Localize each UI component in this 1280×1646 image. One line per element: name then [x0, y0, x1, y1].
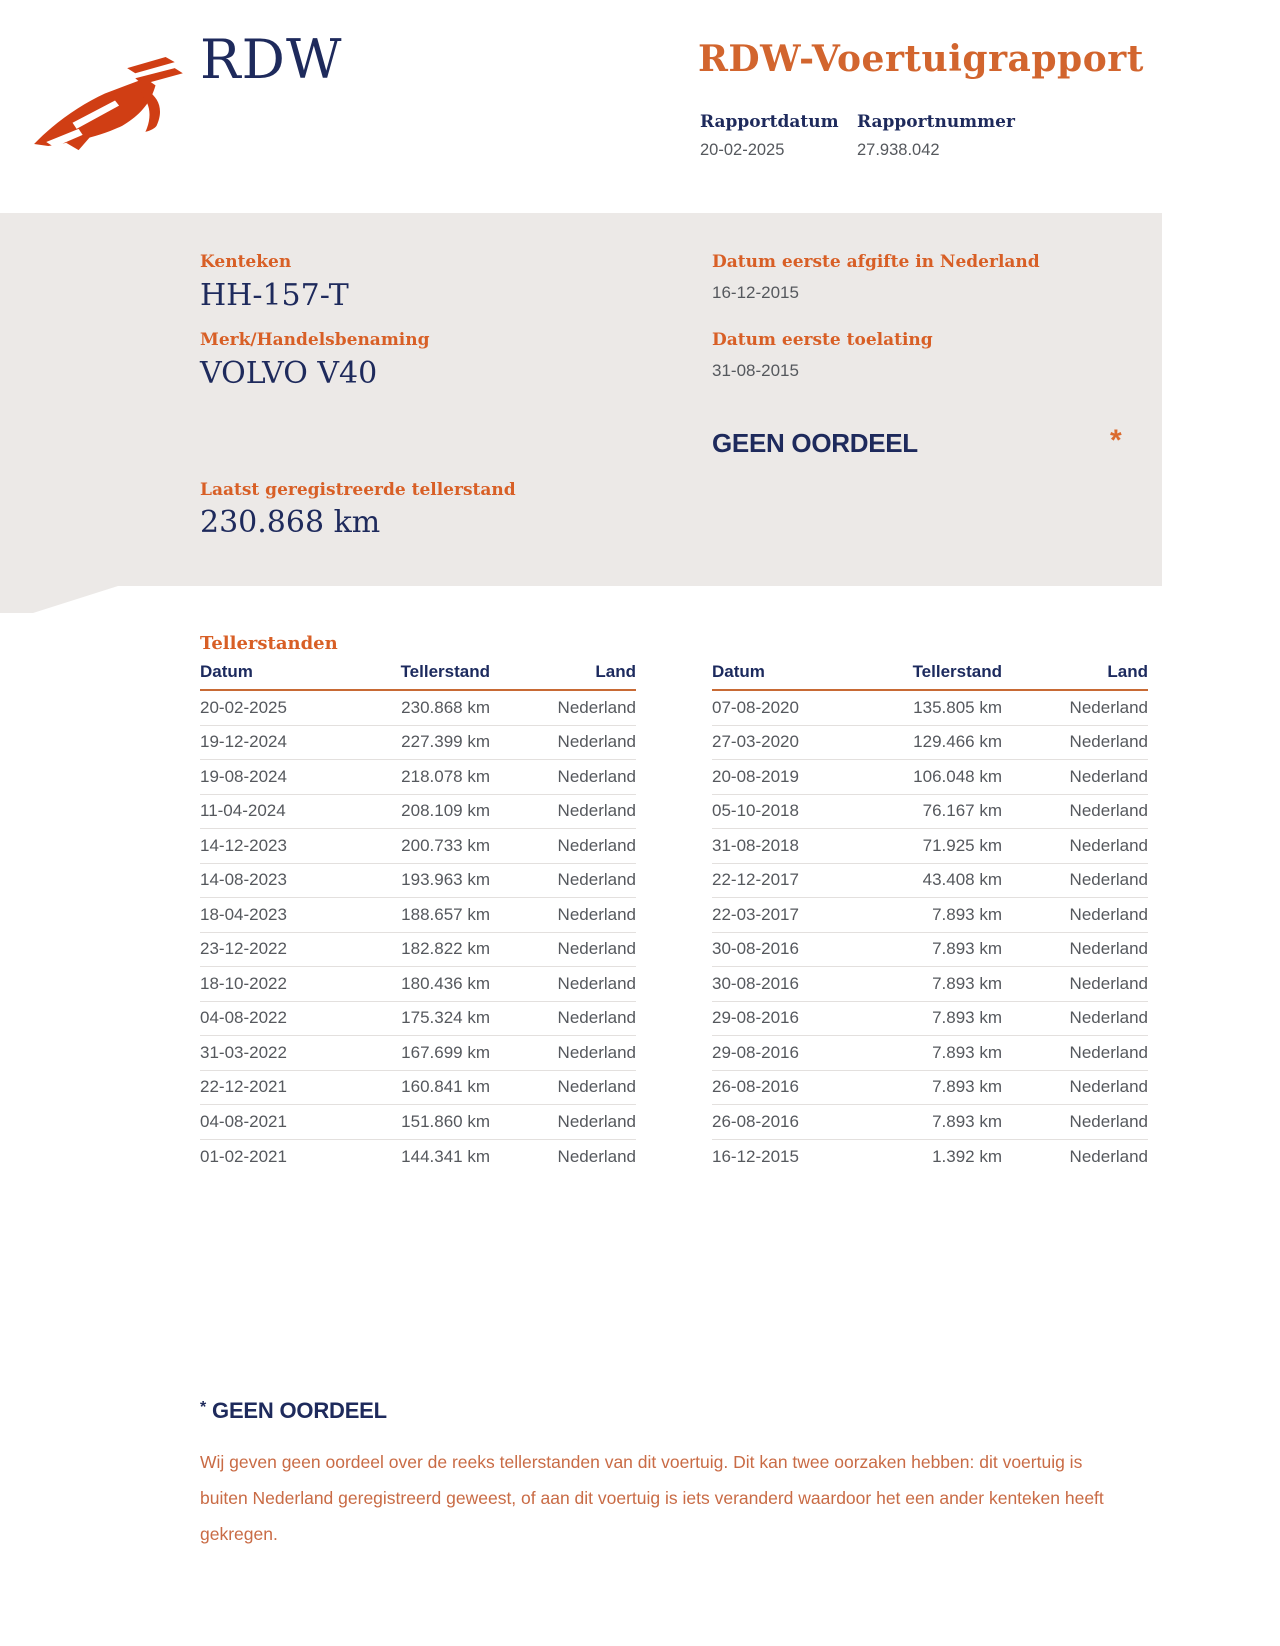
tellerstand-label: Laatst geregistreerde tellerstand	[200, 480, 516, 500]
meter-table-right	[712, 662, 1148, 1174]
cell-datum: 29-08-2016	[712, 1008, 799, 1028]
cell-datum: 30-08-2016	[712, 939, 799, 959]
cell-tellerstand: 180.436 km	[401, 973, 490, 993]
cell-land: Nederland	[557, 1042, 636, 1062]
tellerstanden-section-title: Tellerstanden	[200, 633, 338, 654]
cell-land: Nederland	[557, 1008, 636, 1028]
cell-land: Nederland	[1069, 801, 1148, 821]
cell-land: Nederland	[557, 801, 636, 821]
meter-table-left	[200, 662, 636, 1174]
cell-tellerstand: 71.925 km	[922, 835, 1002, 855]
cell-tellerstand: 1.392 km	[932, 1146, 1002, 1166]
cell-land: Nederland	[557, 904, 636, 924]
cell-land: Nederland	[557, 939, 636, 959]
footnote-title	[200, 1398, 387, 1424]
report-number-label: Rapportnummer	[857, 112, 1015, 132]
cell-land: Nederland	[1069, 870, 1148, 890]
cell-datum: 31-03-2022	[200, 1042, 287, 1062]
cell-tellerstand: 7.893 km	[932, 1008, 1002, 1028]
footnote-paragraph: Wij geven geen oordeel over de reeks tellerstanden van dit voertuig. Dit kan twee oorzaken hebben: dit voertuig is buiten Nederland geregistreerd geweest, of aan dit voertuig is iets veranderd waardoor het een ander kenteken heeft gekregen.	[200, 1452, 1104, 1544]
cell-datum: 19-08-2024	[200, 766, 287, 786]
cell-datum: 18-10-2022	[200, 973, 287, 993]
toelating-label: Datum eerste toelating	[712, 330, 933, 350]
cell-land: Nederland	[557, 835, 636, 855]
tellerstand-value: 230.868 km	[200, 505, 381, 540]
table-row	[200, 726, 636, 761]
column-header-land: Land	[595, 662, 636, 681]
cell-datum: 23-12-2022	[200, 939, 287, 959]
cell-datum: 26-08-2016	[712, 1077, 799, 1097]
kenteken-label: Kenteken	[200, 252, 292, 272]
cell-tellerstand: 106.048 km	[913, 766, 1002, 786]
cell-datum: 04-08-2021	[200, 1111, 287, 1131]
cell-datum: 31-08-2018	[712, 835, 799, 855]
table-row	[712, 760, 1148, 795]
table-row	[200, 1071, 636, 1106]
cell-land: Nederland	[1069, 732, 1148, 752]
cell-tellerstand: 227.399 km	[401, 732, 490, 752]
cell-datum: 20-02-2025	[200, 697, 287, 717]
cell-land: Nederland	[1069, 939, 1148, 959]
report-date-label: Rapportdatum	[700, 112, 839, 132]
cell-datum: 22-03-2017	[712, 904, 799, 924]
footnote-title-text: GEEN OORDEEL	[212, 1398, 387, 1423]
footnote-asterisk: *	[200, 1399, 207, 1416]
cell-tellerstand: 182.822 km	[401, 939, 490, 959]
report-date-block	[700, 112, 839, 160]
cell-land: Nederland	[557, 1077, 636, 1097]
rdw-logotype: RDW	[200, 28, 343, 91]
cell-land: Nederland	[557, 1146, 636, 1166]
cell-land: Nederland	[1069, 766, 1148, 786]
report-date-value: 20-02-2025	[700, 141, 785, 159]
report-number-block	[857, 112, 1015, 160]
table-row	[200, 898, 636, 933]
cell-datum: 20-08-2019	[712, 766, 799, 786]
cell-datum: 04-08-2022	[200, 1008, 287, 1028]
table-header-row	[200, 662, 636, 691]
table-row	[712, 829, 1148, 864]
cell-datum: 11-04-2024	[200, 801, 286, 821]
table-row	[712, 1105, 1148, 1140]
cell-datum: 30-08-2016	[712, 973, 799, 993]
table-row	[712, 1036, 1148, 1071]
cell-datum: 19-12-2024	[200, 732, 287, 752]
cell-datum: 27-03-2020	[712, 732, 799, 752]
cell-tellerstand: 43.408 km	[922, 870, 1002, 890]
cell-tellerstand: 193.963 km	[401, 870, 490, 890]
table-row	[200, 933, 636, 968]
column-header-land: Land	[1107, 662, 1148, 681]
cell-land: Nederland	[1069, 1008, 1148, 1028]
cell-datum: 14-08-2023	[200, 870, 287, 890]
cell-land: Nederland	[1069, 1111, 1148, 1131]
table-row	[200, 760, 636, 795]
table-row	[712, 898, 1148, 933]
cell-datum: 29-08-2016	[712, 1042, 799, 1062]
table-row	[200, 967, 636, 1002]
cell-datum: 01-02-2021	[200, 1146, 287, 1166]
report-number-value: 27.938.042	[857, 141, 940, 159]
afgifte-label: Datum eerste afgifte in Nederland	[712, 252, 1040, 272]
cell-land: Nederland	[1069, 904, 1148, 924]
table-row	[712, 1002, 1148, 1037]
cell-land: Nederland	[557, 697, 636, 717]
afgifte-value: 16-12-2015	[712, 283, 799, 302]
table-row	[712, 726, 1148, 761]
table-row	[200, 1036, 636, 1071]
merk-label: Merk/Handelsbenaming	[200, 330, 430, 350]
cell-tellerstand: 7.893 km	[932, 1111, 1002, 1131]
column-header-tellerstand: Tellerstand	[400, 662, 490, 681]
vehicle-summary-panel-tail	[0, 586, 118, 613]
cell-tellerstand: 144.341 km	[401, 1146, 490, 1166]
table-header-row	[712, 662, 1148, 691]
cell-tellerstand: 175.324 km	[401, 1008, 490, 1028]
table-row	[200, 795, 636, 830]
cell-tellerstand: 7.893 km	[932, 939, 1002, 959]
cell-land: Nederland	[557, 732, 636, 752]
column-header-datum: Datum	[712, 662, 765, 681]
cell-land: Nederland	[1069, 973, 1148, 993]
table-row	[712, 1140, 1148, 1175]
table-row	[200, 864, 636, 899]
table-row	[200, 1140, 636, 1175]
cell-tellerstand: 208.109 km	[401, 801, 490, 821]
table-row	[712, 864, 1148, 899]
cell-land: Nederland	[1069, 1042, 1148, 1062]
cell-tellerstand: 76.167 km	[922, 801, 1002, 821]
verdict-text: GEEN OORDEEL	[712, 428, 918, 458]
cell-tellerstand: 7.893 km	[932, 1077, 1002, 1097]
cell-datum: 22-12-2017	[712, 870, 799, 890]
verdict-asterisk: *	[1110, 424, 1122, 457]
table-row	[200, 1105, 636, 1140]
cell-land: Nederland	[1069, 1146, 1148, 1166]
cell-tellerstand: 135.805 km	[913, 697, 1002, 717]
table-row	[712, 933, 1148, 968]
cell-datum: 14-12-2023	[200, 835, 287, 855]
cell-land: Nederland	[1069, 1077, 1148, 1097]
cell-tellerstand: 7.893 km	[932, 1042, 1002, 1062]
cell-datum: 26-08-2016	[712, 1111, 799, 1131]
cell-tellerstand: 218.078 km	[401, 766, 490, 786]
page-title: RDW-Voertuigrapport	[698, 38, 1144, 80]
table-row	[200, 1002, 636, 1037]
cell-datum: 05-10-2018	[712, 801, 799, 821]
tellerstanden-tables	[200, 662, 1148, 1174]
table-row	[200, 829, 636, 864]
rdw-logo-icon	[26, 44, 198, 152]
cell-tellerstand: 7.893 km	[932, 973, 1002, 993]
column-header-tellerstand: Tellerstand	[912, 662, 1002, 681]
cell-datum: 07-08-2020	[712, 697, 799, 717]
cell-tellerstand: 151.860 km	[401, 1111, 490, 1131]
column-header-datum: Datum	[200, 662, 253, 681]
cell-land: Nederland	[557, 1111, 636, 1131]
cell-land: Nederland	[557, 870, 636, 890]
cell-land: Nederland	[557, 973, 636, 993]
kenteken-value: HH-157-T	[200, 278, 349, 313]
cell-tellerstand: 7.893 km	[932, 904, 1002, 924]
cell-datum: 22-12-2021	[200, 1077, 287, 1097]
cell-datum: 18-04-2023	[200, 904, 287, 924]
table-row	[712, 1071, 1148, 1106]
cell-land: Nederland	[1069, 835, 1148, 855]
cell-tellerstand: 200.733 km	[401, 835, 490, 855]
cell-tellerstand: 129.466 km	[913, 732, 1002, 752]
table-row	[200, 691, 636, 726]
toelating-value: 31-08-2015	[712, 361, 799, 380]
merk-value: VOLVO V40	[200, 356, 378, 391]
cell-tellerstand: 230.868 km	[401, 697, 490, 717]
cell-land: Nederland	[557, 766, 636, 786]
cell-tellerstand: 160.841 km	[401, 1077, 490, 1097]
cell-land: Nederland	[1069, 697, 1148, 717]
report-meta	[700, 112, 1015, 160]
table-row	[712, 795, 1148, 830]
table-row	[712, 691, 1148, 726]
cell-tellerstand: 167.699 km	[401, 1042, 490, 1062]
table-row	[712, 967, 1148, 1002]
cell-tellerstand: 188.657 km	[401, 904, 490, 924]
cell-datum: 16-12-2015	[712, 1146, 799, 1166]
